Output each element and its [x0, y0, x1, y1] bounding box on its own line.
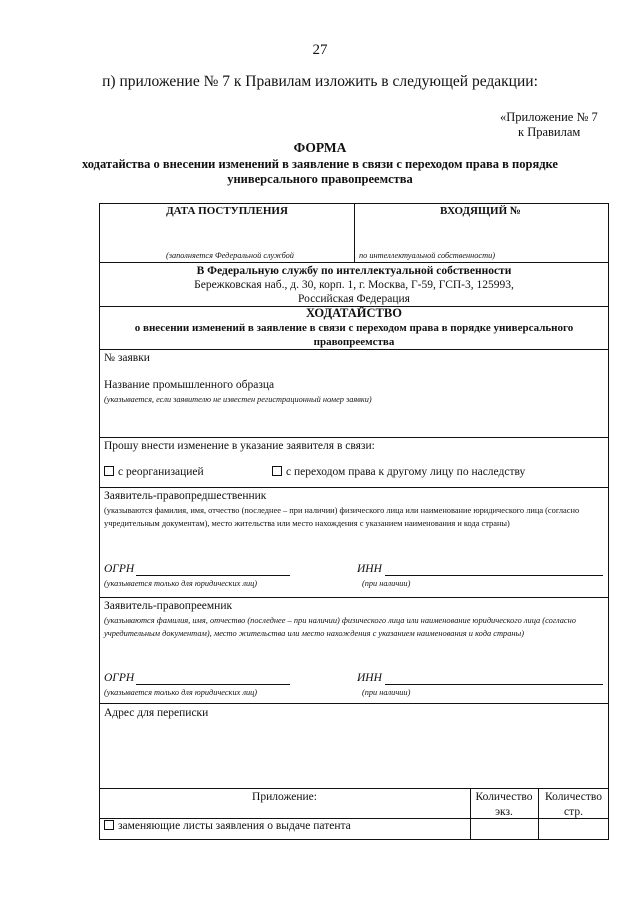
- successor-inn-field[interactable]: [385, 684, 603, 685]
- predecessor-ogrn-field[interactable]: [136, 575, 290, 576]
- page-number: 27: [312, 42, 328, 58]
- qty-pages-header: [538, 790, 609, 820]
- successor-title: Заявитель-правопреемник: [104, 600, 233, 612]
- successor-inn-label: ИНН: [357, 672, 382, 684]
- incoming-number-label: ВХОДЯЩИЙ №: [440, 205, 521, 217]
- request-text: Прошу внести изменение в указание заявителя в связи:: [104, 440, 375, 452]
- addressee-line-3: Российская Федерация: [298, 293, 410, 305]
- petition-title: ХОДАТАЙСТВО: [306, 306, 402, 320]
- correspondence-address-label: Адрес для переписки: [104, 707, 209, 719]
- option-reorganization-label: с реорганизацией: [118, 466, 204, 478]
- appendix-line-2: к Правилам: [518, 125, 581, 139]
- predecessor-inn-field[interactable]: [385, 575, 603, 576]
- addressee-line-1: В Федеральную службу по интеллектуальной собственности: [196, 265, 512, 277]
- predecessor-ogrn-hint: (указывается только для юридических лиц): [104, 579, 258, 588]
- petition-subtitle: [99, 321, 609, 349]
- successor-ogrn-hint: (указывается только для юридических лиц): [104, 688, 258, 697]
- qty-pages-line-2: стр.: [564, 806, 583, 818]
- filled-by-hint-right: по интеллектуальной собственности): [359, 251, 495, 260]
- form-title: ФОРМА: [293, 140, 347, 155]
- petition-subtitle-line-2: правопреемства: [313, 336, 395, 348]
- successor-hint: (указываются фамилия, имя, отчество (последнее – при наличии) физического лица или наименование юридического лица (согласно учредительным документам), место жительства или место нахождения с указанием наименования и кода страны): [104, 616, 576, 638]
- predecessor-inn-hint: (при наличии): [362, 579, 411, 588]
- predecessor-ogrn-label: ОГРН: [104, 563, 135, 575]
- successor-ogrn-label: ОГРН: [104, 672, 135, 684]
- option-reorganization[interactable]: [104, 466, 204, 478]
- predecessor-title: Заявитель-правопредшественник: [104, 490, 267, 502]
- qty-pages-line-1: Количество: [545, 791, 602, 803]
- qty-copies-line-1: Количество: [475, 791, 533, 803]
- form-subtitle: [0, 157, 640, 187]
- form-subtitle-line-1: ходатайства о внесении изменений в заявление в связи с переходом права в порядке: [82, 157, 558, 171]
- option-inheritance[interactable]: [272, 466, 525, 478]
- qty-copies-header: [470, 790, 538, 820]
- design-name-hint: (указывается, если заявителю не известен регистрационный номер заявки): [104, 395, 372, 404]
- inheritance-checkbox[interactable]: [272, 466, 282, 476]
- design-name-label: Название промышленного образца: [104, 379, 275, 391]
- appendix-label: [500, 110, 620, 140]
- attachment-label: Приложение:: [252, 791, 317, 803]
- addressee-line-2: Бережковская наб., д. 30, корп. 1, г. Москва, Г-59, ГСП-3, 125993,: [194, 279, 514, 291]
- replacement-sheets-option[interactable]: [104, 820, 351, 832]
- successor-ogrn-field[interactable]: [136, 684, 290, 685]
- predecessor-inn-label: ИНН: [357, 563, 382, 575]
- appendix-line-1: «Приложение № 7: [500, 110, 598, 124]
- addressee-block: [99, 264, 609, 306]
- reorganization-checkbox[interactable]: [104, 466, 114, 476]
- intro-text: п) приложение № 7 к Правилам изложить в следующей редакции:: [102, 73, 538, 90]
- replacement-sheets-label: заменяющие листы заявления о выдаче патента: [118, 820, 351, 832]
- petition-subtitle-line-1: о внесении изменений в заявление в связи с переходом права в порядке универсального: [134, 322, 574, 334]
- received-date-label: ДАТА ПОСТУПЛЕНИЯ: [166, 205, 288, 217]
- qty-copies-line-2: экз.: [495, 806, 513, 818]
- form-subtitle-line-2: универсального правопреемства: [227, 172, 413, 186]
- replacement-sheets-checkbox[interactable]: [104, 820, 114, 830]
- application-number-label: № заявки: [104, 352, 150, 364]
- predecessor-hint: (указываются фамилия, имя, отчество (последнее – при наличии) физического лица или наименование юридического лица (согласно учредительным документам), место жительства или место нахождения с указанием наименования и кода страны): [104, 506, 580, 528]
- option-inheritance-label: с переходом права к другому лицу по наследству: [286, 466, 526, 478]
- filled-by-hint-left: (заполняется Федеральной службой: [166, 251, 294, 260]
- successor-inn-hint: (при наличии): [362, 688, 411, 697]
